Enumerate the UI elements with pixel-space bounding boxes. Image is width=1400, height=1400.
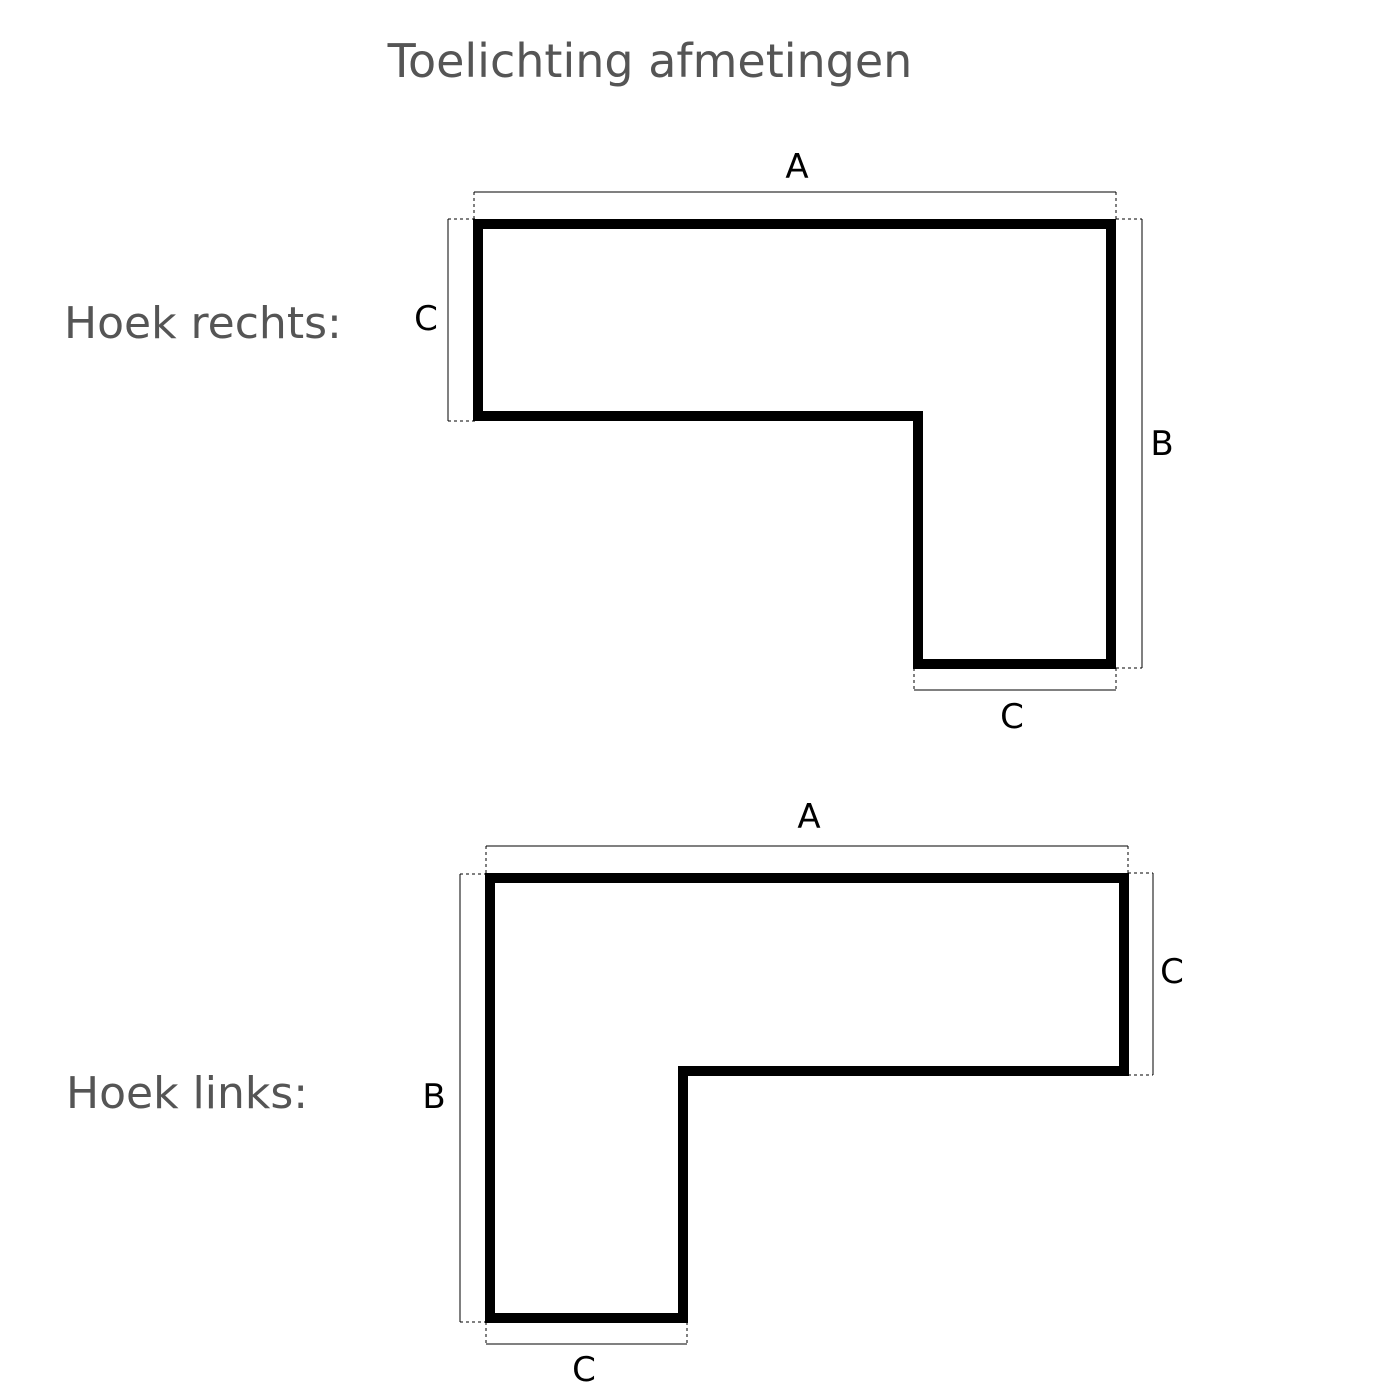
dimension-label-c-bottom: C xyxy=(1000,697,1024,737)
dimension-label-a: A xyxy=(797,797,821,837)
label-hoek-rechts: Hoek rechts: xyxy=(64,298,342,349)
dimension-label-b: B xyxy=(422,1077,446,1117)
diagram-hoek-rechts xyxy=(414,147,1174,737)
dimension-label-a: A xyxy=(785,147,809,187)
diagram-hoek-links xyxy=(422,797,1184,1390)
dimension-label-b: B xyxy=(1150,424,1174,464)
dimension-label-c-bottom: C xyxy=(572,1350,596,1390)
l-shape-right-corner xyxy=(478,224,1111,664)
dimension-label-c-side: C xyxy=(414,299,438,339)
label-hoek-links: Hoek links: xyxy=(66,1068,309,1119)
l-shape-left-corner xyxy=(490,878,1124,1318)
dimension-label-c-side: C xyxy=(1160,952,1184,992)
page-title: Toelichting afmetingen xyxy=(387,34,913,88)
